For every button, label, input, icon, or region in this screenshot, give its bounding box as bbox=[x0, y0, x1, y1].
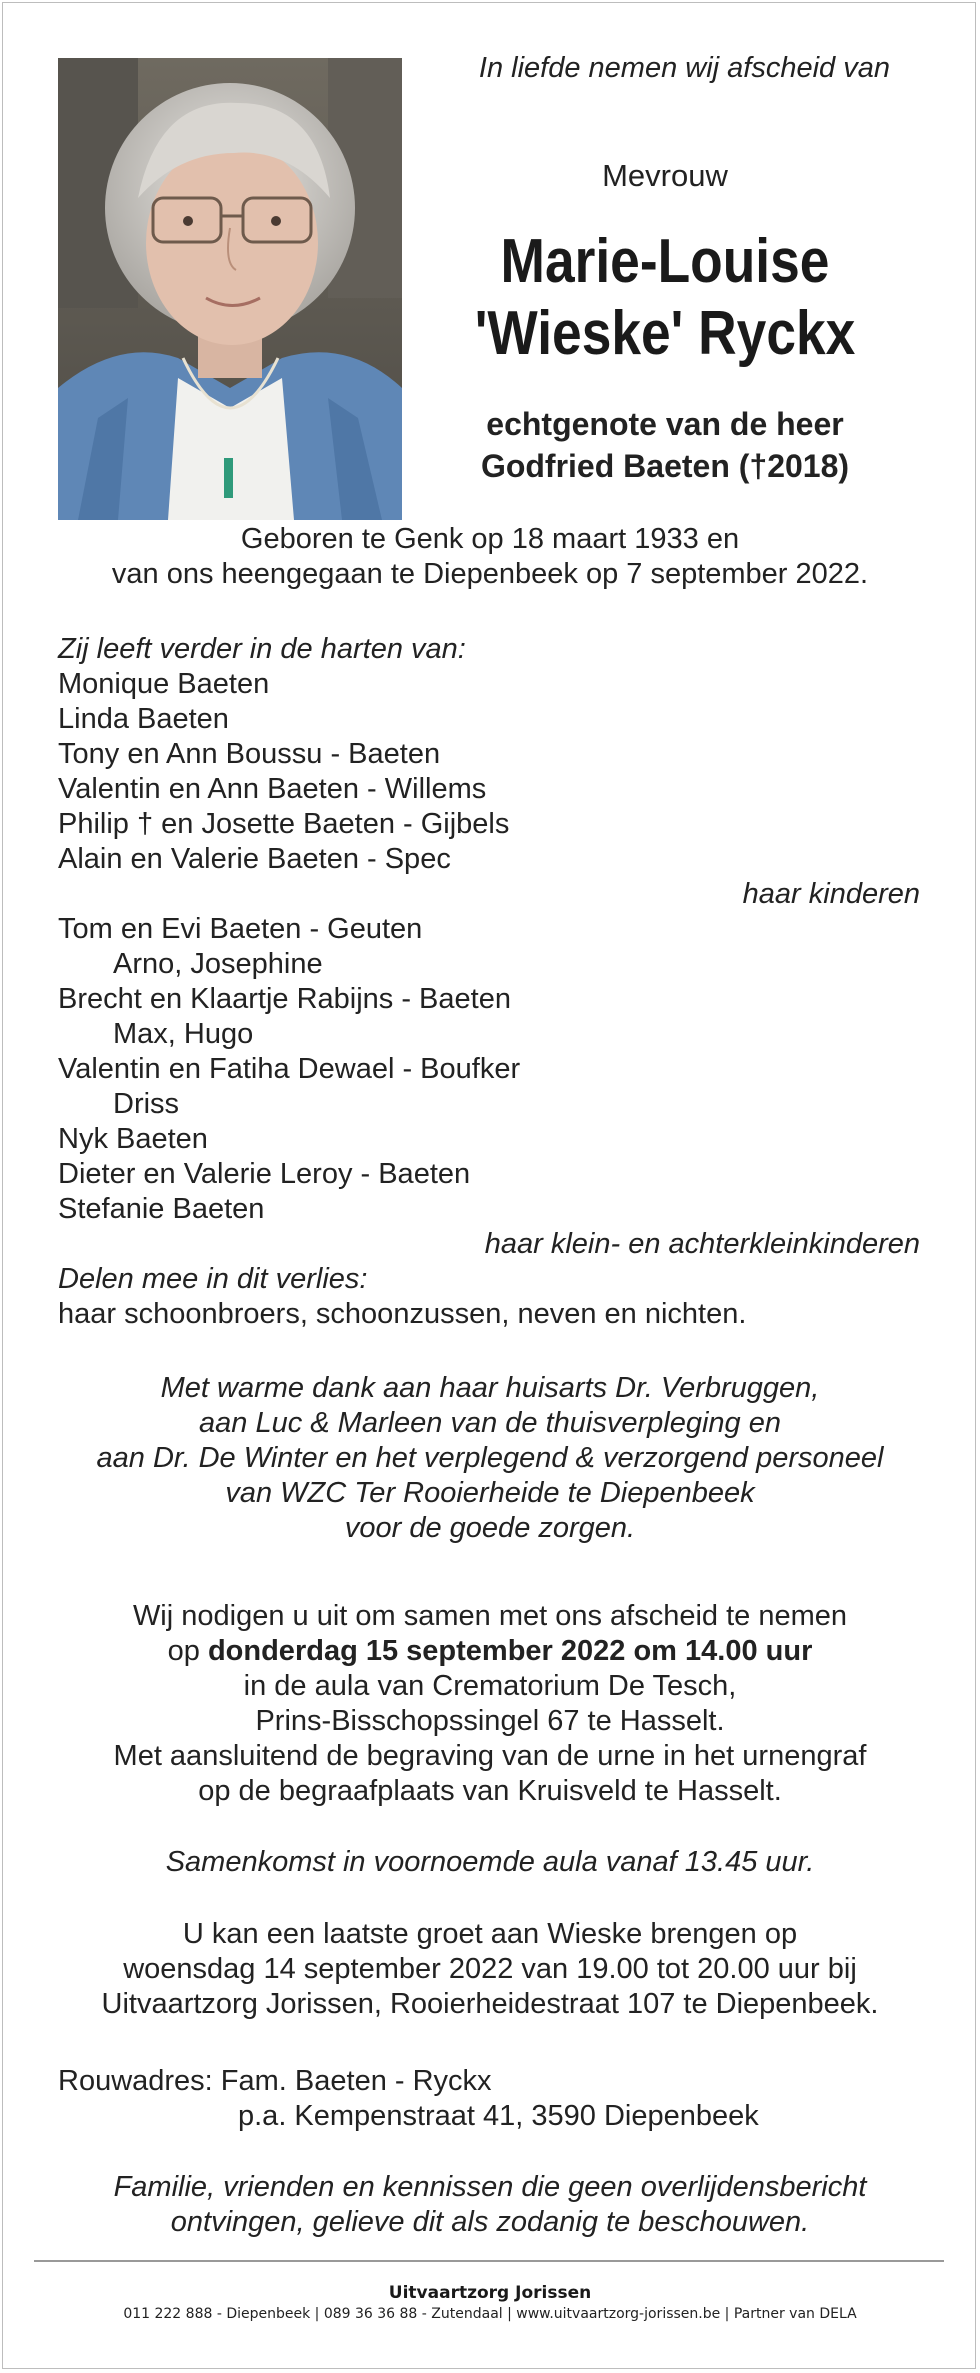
footer-contact-info: 011 222 888 - Diepenbeek | 089 36 36 88 - Zutendaal | www.uitvaartzorg-jorissen.be | Partner van DELA bbox=[123, 2306, 857, 2322]
grandchild-entry: Tom en Evi Baeten - Geuten bbox=[58, 913, 423, 945]
address-line1: Rouwadres: Fam. Baeten - Ryckx bbox=[58, 2065, 492, 2097]
visit-section bbox=[0, 1917, 980, 2022]
address-section bbox=[58, 2064, 928, 2134]
address-line2: p.a. Kempenstraat 41, 3590 Diepenbeek bbox=[238, 2100, 759, 2132]
thanks-line: van WZC Ter Rooierheide te Diepenbeek bbox=[225, 1477, 755, 1509]
portrait-photo bbox=[58, 58, 402, 520]
notice-line1: Familie, vrienden en kennissen die geen overlijdensbericht bbox=[113, 2171, 867, 2203]
grandchildren-list bbox=[58, 912, 928, 1227]
great-grandchild-entry: Driss bbox=[113, 1088, 180, 1120]
child-entry: Philip † en Josette Baeten - Gijbels bbox=[58, 808, 510, 840]
thanks-line: Met warme dank aan haar huisarts Dr. Verbruggen, bbox=[160, 1372, 820, 1404]
birth-line: Geboren te Genk op 18 maart 1933 en bbox=[240, 523, 740, 555]
ceremony-line2 bbox=[0, 1634, 980, 1669]
birth-death-info bbox=[0, 522, 980, 592]
ceremony-line5: Met aansluitend de begraving van de urne in het urnengraf bbox=[113, 1740, 867, 1772]
thanks-section bbox=[0, 1371, 980, 1546]
ceremony-line6: op de begraafplaats van Kruisveld te Hasselt. bbox=[198, 1775, 782, 1807]
ceremony-line1: Wij nodigen u uit om samen met ons afscheid te nemen bbox=[132, 1600, 848, 1632]
child-entry: Linda Baeten bbox=[58, 703, 229, 735]
grandchild-entry: Brecht en Klaartje Rabijns - Baeten bbox=[58, 983, 511, 1015]
visit-line2: woensdag 14 september 2022 van 19.00 tot 20.00 uur bij bbox=[123, 1953, 857, 1985]
notice-section bbox=[0, 2170, 980, 2240]
grandchildren-label: haar klein- en achterkleinkinderen bbox=[484, 1228, 920, 1260]
family-intro: Zij leeft verder in de harten van: bbox=[58, 633, 466, 665]
spouse-line2: Godfried Baeten (†2018) bbox=[480, 448, 850, 484]
children-label: haar kinderen bbox=[742, 878, 920, 910]
thanks-line: aan Dr. De Winter en het verplegend & verzorgend personeel bbox=[96, 1442, 884, 1474]
thanks-line: voor de goede zorgen. bbox=[344, 1512, 636, 1544]
spouse-line1: echtgenote van de heer bbox=[486, 406, 844, 442]
grandchild-entry: Nyk Baeten bbox=[58, 1123, 208, 1155]
family-section bbox=[58, 632, 928, 1332]
child-entry: Monique Baeten bbox=[58, 668, 270, 700]
ceremony-prefix: op bbox=[167, 1635, 208, 1667]
child-entry: Alain en Valerie Baeten - Spec bbox=[58, 843, 451, 875]
thanks-line: aan Luc & Marleen van de thuisverpleging en bbox=[199, 1407, 781, 1439]
footer-divider bbox=[34, 2260, 944, 2262]
ceremony-section bbox=[0, 1599, 980, 1809]
grandchild-entry: Stefanie Baeten bbox=[58, 1193, 265, 1225]
great-grandchild-entry: Max, Hugo bbox=[113, 1018, 254, 1050]
share-text: haar schoonbroers, schoonzussen, neven en nichten. bbox=[58, 1298, 747, 1330]
gathering-text: Samenkomst in voornoemde aula vanaf 13.45 uur. bbox=[165, 1846, 815, 1878]
child-entry: Tony en Ann Boussu - Baeten bbox=[58, 738, 441, 770]
ceremony-line3: in de aula van Crematorium De Tesch, bbox=[243, 1670, 737, 1702]
grandchild-entry: Dieter en Valerie Leroy - Baeten bbox=[58, 1158, 471, 1190]
footer-company-name: Uitvaartzorg Jorissen bbox=[388, 2283, 592, 2303]
honorific-title: Mevrouw bbox=[602, 158, 728, 193]
grandchild-entry: Valentin en Fatiha Dewael - Boufker bbox=[58, 1053, 521, 1085]
visit-line1: U kan een laatste groet aan Wieske brengen op bbox=[182, 1918, 798, 1950]
deceased-name bbox=[472, 226, 859, 370]
spouse-info bbox=[440, 403, 890, 487]
deceased-name-line1: Marie-Louise bbox=[500, 227, 830, 296]
ceremony-line4: Prins-Bisschopssingel 67 te Hasselt. bbox=[255, 1705, 725, 1737]
visit-line3: Uitvaartzorg Jorissen, Rooierheidestraat 107 te Diepenbeek. bbox=[101, 1988, 879, 2020]
intro-text: In liefde nemen wij afscheid van bbox=[478, 52, 890, 84]
death-line: van ons heengegaan te Diepenbeek op 7 september 2022. bbox=[111, 558, 869, 590]
share-intro: Delen mee in dit verlies: bbox=[58, 1263, 368, 1295]
child-entry: Valentin en Ann Baeten - Willems bbox=[58, 773, 487, 805]
notice-line2: ontvingen, gelieve dit als zodanig te beschouwen. bbox=[170, 2206, 810, 2238]
ceremony-date: donderdag 15 september 2022 om 14.00 uur bbox=[207, 1635, 813, 1667]
deceased-name-line2: 'Wieske' Ryckx bbox=[474, 299, 856, 368]
children-list bbox=[58, 667, 928, 877]
great-grandchild-entry: Arno, Josephine bbox=[113, 948, 323, 980]
